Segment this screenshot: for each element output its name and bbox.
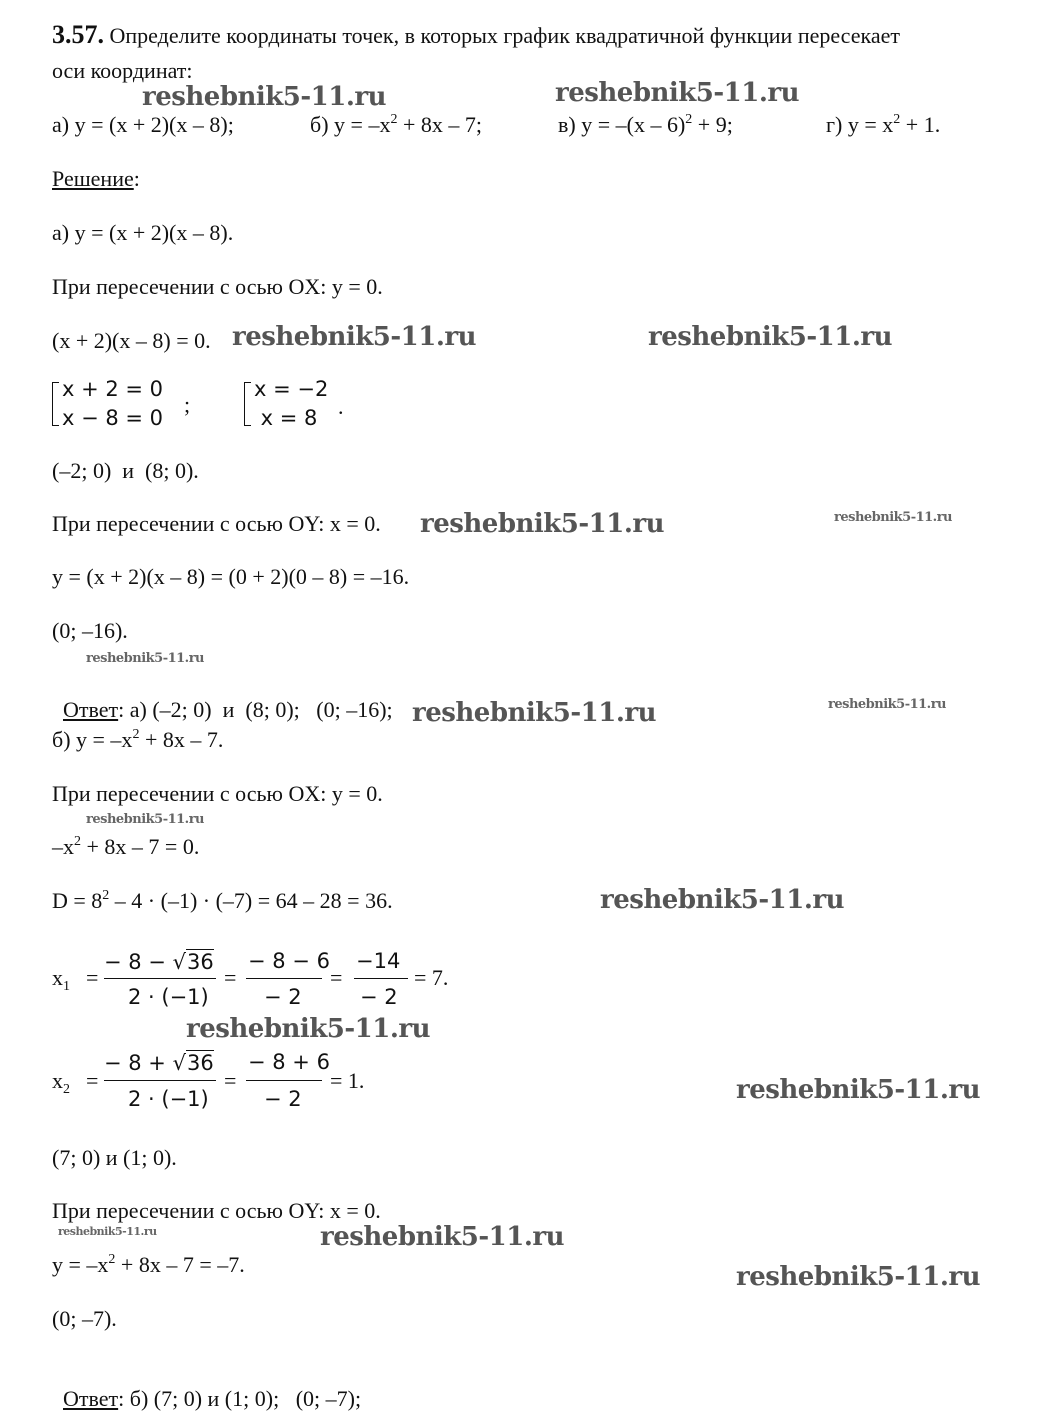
system-separator: ;: [184, 392, 191, 417]
part-b-function: б) $y = -x^2 + 8x - 7$.: [52, 727, 224, 752]
option-b: б) $y = -x^2 + 8x - 7$;: [310, 112, 482, 137]
part-a-equation: (x + 2)(x – 8) = 0.: [52, 328, 211, 353]
watermark: reshebnik5-11.ru: [142, 82, 387, 112]
watermark: reshebnik5-11.ru: [58, 1225, 157, 1238]
part-b-equation: $-x^2 + 8x - 7 = 0$.: [52, 834, 200, 859]
x2-numerator-2: − 8 + 6: [248, 1050, 330, 1074]
fraction-bar: [354, 978, 408, 979]
x2-denominator-1: 2 · (−1): [128, 1087, 209, 1111]
part-a-oy-point: (0; –16).: [52, 618, 128, 643]
watermark: reshebnik5-11.ru: [736, 1262, 981, 1292]
sqrt-icon: √: [172, 950, 186, 974]
watermark: reshebnik5-11.ru: [186, 1014, 431, 1044]
part-b-ox-condition: При пересечении с осью OX: y = 0.: [52, 781, 383, 806]
watermark: reshebnik5-11.ru: [600, 885, 845, 915]
part-a-oy-calc: y = (x + 2)(x – 8) = (0 + 2)(0 – 8) = –16.: [52, 564, 410, 589]
part-b-oy-condition: При пересечении с осью OY: x = 0.: [52, 1198, 381, 1223]
x1-variable: $x_1$: [52, 965, 70, 994]
option-a: а) y = (x + 2)(x – 8);: [52, 112, 234, 137]
watermark: reshebnik5-11.ru: [412, 698, 657, 728]
x1-result: = 7.: [414, 965, 449, 990]
part-b-answer: Ответ: б) (7; 0) и (1; 0); (0; –7);: [63, 1386, 362, 1411]
watermark: reshebnik5-11.ru: [86, 812, 205, 827]
system-bracket: [244, 382, 251, 426]
watermark: reshebnik5-11.ru: [834, 510, 953, 525]
watermark: reshebnik5-11.ru: [828, 697, 947, 712]
x1-denominator-2: − 2: [264, 985, 302, 1009]
part-b-oy-point: (0; –7).: [52, 1306, 117, 1331]
fraction-bar: [246, 1080, 322, 1081]
solution-heading: Решение:: [52, 166, 140, 191]
watermark: reshebnik5-11.ru: [232, 322, 477, 352]
fraction-bar: [104, 978, 216, 979]
problem-text-line2: оси координат:: [52, 58, 193, 83]
part-b-oy-calc: $y = -x^2 + 8x - 7 = -7$.: [52, 1252, 245, 1277]
x2-result: = 1.: [330, 1068, 365, 1093]
sqrt-icon: √: [172, 1051, 186, 1075]
x1-numerator-3: −14: [356, 949, 401, 973]
part-a-oy-condition: При пересечении с осью OY: x = 0.: [52, 511, 381, 536]
part-a-ox-points: (–2; 0) и (8; 0).: [52, 458, 199, 483]
part-a-system-2: x = −2 x = 8: [244, 375, 328, 433]
problem-statement: [52, 22, 900, 49]
x2-denominator-2: − 2: [264, 1087, 302, 1111]
system-end: .: [338, 394, 344, 419]
x2-numerator-1: − 8 + √36: [104, 1051, 214, 1075]
fraction-bar: [246, 978, 322, 979]
fraction-bar: [104, 1080, 216, 1081]
part-b-discriminant: $D = 8^2 - 4 \cdot (-1) \cdot (-7) = 64 - 28 = 36$.: [52, 888, 393, 913]
watermark: reshebnik5-11.ru: [736, 1075, 981, 1105]
watermark: reshebnik5-11.ru: [86, 651, 205, 666]
system-bracket: [52, 382, 59, 426]
x1-denominator-1: 2 · (−1): [128, 985, 209, 1009]
part-a-answer: Ответ: а) (–2; 0) и (8; 0); (0; –16);: [63, 697, 393, 722]
x2-variable: $x_2$: [52, 1068, 70, 1097]
watermark: reshebnik5-11.ru: [420, 509, 665, 539]
watermark: reshebnik5-11.ru: [320, 1222, 565, 1252]
x1-numerator-2: − 8 − 6: [248, 949, 330, 973]
part-a-function: а) y = (x + 2)(x – 8).: [52, 220, 234, 245]
part-a-system-1: x + 2 = 0 x − 8 = 0: [52, 375, 163, 433]
problem-text-line1: Определите координаты точек, в которых график квадратичной функции пересекает: [109, 23, 900, 48]
watermark: reshebnik5-11.ru: [648, 322, 893, 352]
x1-denominator-3: − 2: [360, 985, 398, 1009]
part-a-ox-condition: При пересечении с осью OX: y = 0.: [52, 274, 383, 299]
option-v: в) y = –(x – 6)$^2$ + 9;: [558, 112, 733, 137]
x1-numerator-1: − 8 − √36: [104, 950, 214, 974]
watermark: reshebnik5-11.ru: [555, 78, 800, 108]
option-g: г) $y = x^2 + 1$.: [826, 112, 941, 137]
part-b-ox-points: (7; 0) и (1; 0).: [52, 1145, 177, 1170]
problem-number: 3.57.: [52, 20, 104, 49]
